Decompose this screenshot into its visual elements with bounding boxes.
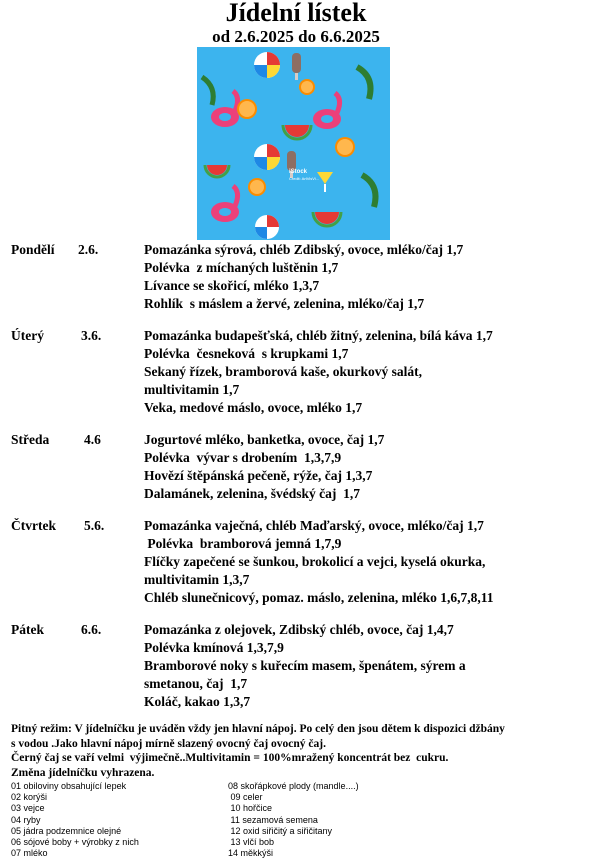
beach-ball-icon <box>254 52 280 78</box>
meal-item: Koláč, kakao 1,3,7 <box>144 694 251 709</box>
meal-item: Polévka vývar s drobením 1,3,7,9 <box>144 450 342 465</box>
allergen-item: 11 sezamová semena <box>228 814 318 825</box>
summer-pattern-image <box>197 47 390 240</box>
allergen-item: 07 mléko <box>11 848 48 859</box>
orange-slice-icon <box>237 99 257 119</box>
beach-ball-icon <box>255 215 279 239</box>
meal-item: multivitamin 1,3,7 <box>144 572 250 587</box>
page-title: Jídelní lístek <box>225 0 367 27</box>
allergen-row <box>11 848 431 859</box>
day-name: Pátek <box>11 622 44 637</box>
meal-item: Chléb slunečnicový, pomaz. máslo, zelenina, mléko 1,6,7,8,11 <box>144 590 494 605</box>
meal-item: Dalamánek, zelenina, švédský čaj 1,7 <box>144 486 360 501</box>
allergen-item: 08 skořápkové plody (mandle....) <box>228 781 359 791</box>
allergen-item: 04 ryby <box>11 814 41 825</box>
allergen-row <box>11 803 431 814</box>
meal-item: Hovězí štěpánská pečeně, rýže, čaj 1,3,7 <box>144 468 373 483</box>
allergen-item: 03 vejce <box>11 803 45 814</box>
meal-list <box>144 621 574 711</box>
meal-item: smetanou, čaj 1,7 <box>144 676 248 691</box>
allergen-item: 09 celer <box>228 792 263 803</box>
meal-item: Flíčky zapečené se šunkou, brokolicí a vejci, kyselá okurka, <box>144 554 486 569</box>
allergen-item: 01 obiloviny obsahující lepek <box>11 781 127 791</box>
meal-list <box>144 431 574 503</box>
meal-item: Polévka bramborová jemná 1,7,9 <box>144 536 342 551</box>
orange-slice-icon <box>335 137 355 157</box>
meal-item: Lívance se skořicí, mléko 1,3,7 <box>144 278 320 293</box>
note-line: Změna jídelníčku vyhrazena. <box>11 766 155 779</box>
note-line: Pitný režim: V jídelníčku je uváděn vždy jen hlavní nápoj. Po celý den jsou dětem k dispozici džbány <box>11 723 505 735</box>
meal-item: Veka, medové máslo, ovoce, mléko 1,7 <box>144 400 363 415</box>
allergen-row <box>11 792 431 803</box>
allergen-item: 02 korýši <box>11 792 48 803</box>
note-line: Černý čaj se vaří velmi výjimečně..Multivitamin = 100%mražený koncentrát bez cukru. <box>11 752 449 764</box>
day-date: 6.6. <box>81 622 102 637</box>
allergen-item: 12 oxid siřičitý a siřičitany <box>228 825 333 836</box>
allergen-item: 05 jádra podzemnice olejné <box>11 825 122 836</box>
meal-item: Jogurtové mléko, banketka, ovoce, čaj 1,7 <box>144 432 385 447</box>
day-name: Úterý <box>11 328 44 343</box>
drinking-regime-notes <box>11 722 586 780</box>
day-name: Středa <box>11 432 50 447</box>
meal-list <box>144 327 574 417</box>
allergen-item: 06 sójové boby + výrobky z nich <box>11 836 139 847</box>
allergen-row <box>11 826 431 837</box>
allergen-item: 10 hořčice <box>228 803 273 814</box>
meal-item: Pomazánka z olejovek, Zdibský chléb, ovoce, čaj 1,4,7 <box>144 622 454 637</box>
meal-list <box>144 517 574 607</box>
meal-item: Polévka kmínová 1,3,7,9 <box>144 640 284 655</box>
meal-item: multivitamin 1,7 <box>144 382 240 397</box>
summer-pattern-graphic <box>197 47 390 240</box>
day-date: 4.6 <box>84 432 101 447</box>
meal-item: Pomazánka budapešťská, chléb žitný, zelenina, bílá káva 1,7 <box>144 328 493 343</box>
meal-item: Polévka česneková s krupkami 1,7 <box>144 346 349 361</box>
meal-item: Polévka z míchaných luštěnin 1,7 <box>144 260 339 275</box>
beach-ball-icon <box>254 144 280 170</box>
watermark-credit: Credit: ArtVisVi... <box>289 176 320 181</box>
day-date: 3.6. <box>81 328 102 343</box>
meal-list <box>144 241 574 313</box>
allergen-legend <box>11 781 431 859</box>
day-date: 5.6. <box>84 518 105 533</box>
allergen-row <box>11 815 431 826</box>
meal-item: Rohlík s máslem a žervé, zelenina, mléko/čaj 1,7 <box>144 296 425 311</box>
orange-slice-icon <box>299 79 315 95</box>
allergen-item: 14 měkkýši <box>228 848 274 859</box>
meal-item: Pomazánka vaječná, chléb Maďarský, ovoce, mléko/čaj 1,7 <box>144 518 484 533</box>
watermark-text: iStock <box>289 169 308 175</box>
day-name: Čtvrtek <box>11 518 56 533</box>
date-range: od 2.6.2025 do 6.6.2025 <box>212 27 380 46</box>
day-name: Pondělí <box>11 242 55 257</box>
meal-item: Bramborové noky s kuřecím masem, špenátem, sýrem a <box>144 658 466 673</box>
meal-item: Sekaný řízek, bramborová kaše, okurkový salát, <box>144 364 423 379</box>
allergen-row <box>11 781 431 792</box>
meal-item: Pomazánka sýrová, chléb Zdibský, ovoce, mléko/čaj 1,7 <box>144 242 464 257</box>
allergen-row <box>11 837 431 848</box>
allergen-item: 13 vlčí bob <box>228 836 275 847</box>
orange-slice-icon <box>248 178 266 196</box>
note-line: s vodou .Jako hlavní nápoj mírně slazený ovocný čaj ovocný čaj. <box>11 737 326 750</box>
day-date: 2.6. <box>78 242 99 257</box>
